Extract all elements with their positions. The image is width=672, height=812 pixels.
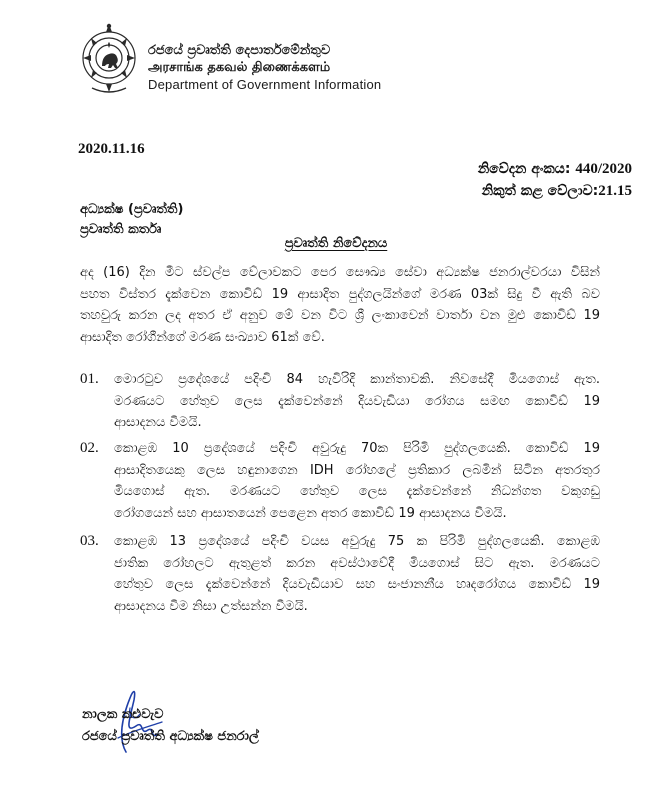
org-name-english: Department of Government Information: [148, 77, 382, 92]
signer-title: රජයේ ප්‍රවෘත්ති අධ්‍යක්ෂ ජනරාල්: [82, 729, 259, 744]
release-time-label: නිකුත් කළ වේලාව:: [481, 183, 599, 199]
item-text: [114, 369, 600, 434]
item-line: ආසාදිතයෙකු ලෙස හඳුනාගෙන IDH රෝහලේ ප්‍රතිකාර ලබමින් සිටින අතරතුර: [114, 462, 600, 478]
reference-block: [478, 158, 632, 202]
item-number: 01.: [80, 371, 99, 387]
sri-lanka-government-emblem-icon: [78, 18, 140, 98]
item-number: 03.: [80, 533, 99, 549]
item-line: කොළඹ 13 ප්‍රදේශයේ පදිංචි වයස අවුරුදු 75 ක පිරිමි පුද්ගලයෙකි. කොළඹ: [114, 534, 600, 549]
item-text: [114, 438, 600, 524]
intro-line: පහත විස්තර දැක්වෙන කොවිඩ් 19 ආසාදිත පුද්ගලයින්ගේ මරණ 03ක් සිදු වී ඇති බව: [80, 286, 600, 302]
item-line: කොළඹ 10 ප්‍රදේශයේ පදිංචි අවුරුදු 70ක පිරිමි පුද්ගලයෙකි. කොවිඩ් 19: [114, 441, 600, 456]
org-name-sinhala: රජයේ ප්‍රවෘත්ති දෙපාර්තමේන්තුව: [148, 43, 331, 58]
item-line: රෝගයෙන් සහ ආසාතයෙන් පෙළෙන අතර කොවිඩ් 19 ආසාදනය වීමයි.: [114, 505, 507, 521]
item-line: හේතුව ලෙස දැක්වෙන්නේ දියවැඩියාව සහ සංජානනීය හෘදරෝගය කොවිඩ් 19: [114, 577, 600, 592]
reference-value: 440/2020: [575, 161, 632, 177]
item-line: මොරටුව ප්‍රදේශයේ පදිංචි 84 හැවිරිදි කාන්තාවකි. නිවසේදී මියගොස් ඇත.: [114, 372, 600, 387]
item-line: මියගොස් ඇත. මරණයට හේතුව ලෙස දැක්වෙන්නේ නිධන්ගත වකුගඩු: [114, 484, 600, 499]
intro-line: ආසාදිත රෝගීන්ගේ මරණ සංඛ්‍යාව 61ක් වේ.: [80, 329, 325, 345]
recipient-line-1: අධ්‍යක්ෂ (ප්‍රවෘත්ති): [80, 202, 184, 217]
signer-block: [82, 704, 259, 748]
intro-paragraph: [80, 262, 600, 348]
release-time-value: 21.15: [598, 183, 632, 199]
notice-title: [0, 236, 672, 251]
recipient-block: [80, 200, 183, 240]
item-line: ආසාදනය වීම නිසා උත්සන්න වීමයි.: [114, 598, 308, 614]
item-number: 02.: [80, 440, 99, 456]
item-line: මරණයට හේතුව ලෙස දැක්වෙන්නේ දියවැඩියා රෝගය සමඟ කොවිඩ් 19: [114, 393, 600, 409]
intro-line: තහවුරු කරන ලද අතර ඒ අනුව මේ වන විට ශ්‍රී ලංකාවෙන් වාර්තා වන මුළු කොවිඩ් 19: [80, 308, 600, 323]
item-line: ජාතික රෝහලට ඇතුළත් කරන අවස්ථාවේදී මියගොස් සිට ඇත. මරණයට: [114, 555, 600, 571]
intro-line: අද (16) දින මීට ස්වල්ප වේලාවකට පෙර සෞඛ්‍ය සේවා අධ්‍යක්ෂ ජනරාල්වරයා විසින්: [80, 265, 600, 280]
notice-title-text: ප්‍රවෘත්ති නිවේදනය: [284, 236, 388, 251]
release-date: 2020.11.16: [78, 141, 145, 157]
recipient-line-2: ප්‍රවෘත්ති කර්තෘ: [80, 222, 162, 237]
reference-number-row: [478, 158, 632, 180]
letterhead: [78, 18, 638, 108]
reference-label: නිවේදන අංකය:: [477, 161, 571, 177]
item-line: ආසාදනය වීමයි.: [114, 415, 202, 430]
item-text: [114, 531, 600, 617]
org-name-block: [148, 42, 568, 93]
signer-name: නාලක කළුවැව: [82, 707, 164, 722]
org-name-tamil: அரசாங்க தகவல் திணைக்களம்: [148, 60, 331, 75]
release-time-row: [478, 180, 632, 202]
